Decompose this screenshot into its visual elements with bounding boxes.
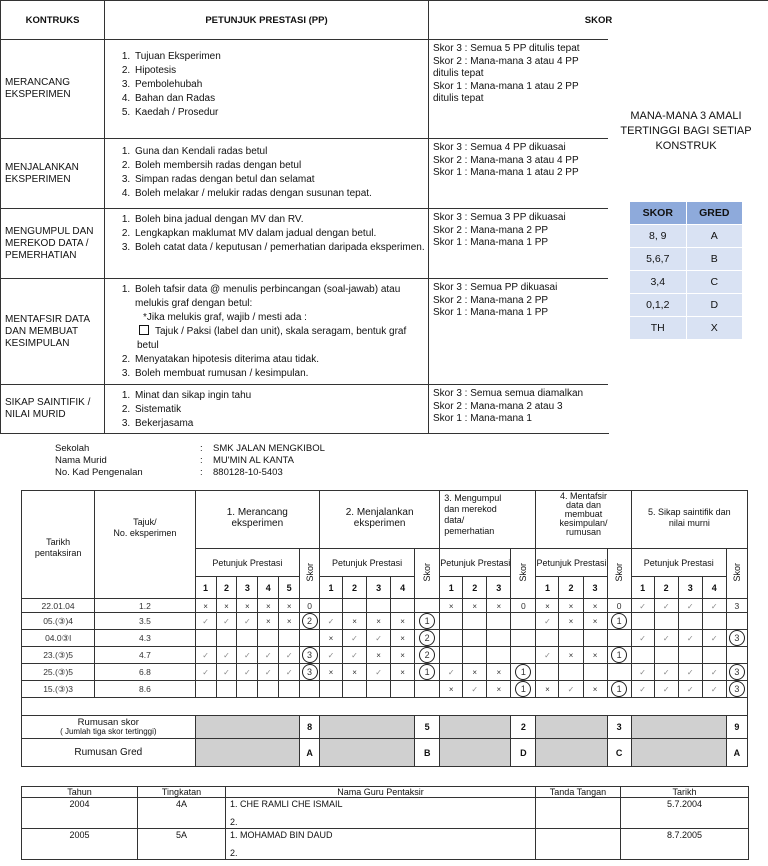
- pp-mark: [583, 630, 607, 647]
- signature-cell: [536, 798, 621, 829]
- gred-skor: 0,1,2: [630, 294, 687, 317]
- pp-mark: [654, 613, 678, 630]
- total-skor: 8: [300, 716, 320, 739]
- gred-skor: TH: [630, 317, 687, 340]
- pp-number: 4: [702, 577, 726, 599]
- tarikh-cell: 25.(③)5: [22, 664, 95, 681]
- pp-number: 5: [279, 577, 300, 599]
- pp-mark: [367, 681, 391, 698]
- tajuk-cell: 3.5: [95, 613, 195, 630]
- tarikh-cell: 15.(③)3: [22, 681, 95, 698]
- pp-mark: ✓: [320, 647, 343, 664]
- total-skor: 9: [726, 716, 747, 739]
- pp-number: 2: [343, 577, 367, 599]
- pp-mark: ✓: [258, 664, 279, 681]
- pp-mark: ×: [583, 613, 607, 630]
- pp-mark: [279, 681, 300, 698]
- skor-value: 1: [607, 681, 631, 698]
- pp-number: 1: [631, 577, 654, 599]
- skor-value: 1: [511, 664, 536, 681]
- pp-mark: [367, 599, 391, 613]
- header-petunjuk: PETUNJUK PRESTASI (PP): [105, 1, 429, 40]
- pp-mark: [440, 613, 463, 630]
- pp-mark: [279, 630, 300, 647]
- assessment-row: [22, 613, 748, 630]
- skor-criteria: Skor 3 : Semua PP dikuasai Skor 2 : Mana-mana 2 PP Skor 1 : Mana-mana 1 PP: [429, 279, 609, 385]
- header-skor: SKOR: [429, 1, 768, 40]
- grade: A: [726, 739, 747, 767]
- gred-skor: 5,6,7: [630, 248, 687, 271]
- pp-mark: [237, 681, 258, 698]
- label-nama: Nama Murid: [55, 455, 107, 466]
- pp-mark: ×: [487, 681, 511, 698]
- pp-mark: [463, 613, 487, 630]
- pp-mark: ×: [367, 647, 391, 664]
- pp-mark: ✓: [678, 630, 702, 647]
- assessment-row: [22, 664, 748, 681]
- pp-number: 3: [237, 577, 258, 599]
- label-ic: No. Kad Pengenalan: [55, 467, 143, 478]
- skor-value: [726, 613, 747, 630]
- pp-mark: [678, 647, 702, 664]
- pp-number: 2: [216, 577, 237, 599]
- skor-value: 1: [415, 613, 440, 630]
- pp-number: 1: [195, 577, 216, 599]
- skor-value: 2: [300, 613, 320, 630]
- pp-mark: [583, 664, 607, 681]
- pp-mark: [559, 664, 583, 681]
- label-sekolah: Sekolah: [55, 443, 90, 454]
- pp-mark: ×: [237, 599, 258, 613]
- pp-mark: ✓: [343, 630, 367, 647]
- rumusan-gred-label: Rumusan Gred: [22, 739, 196, 767]
- pp-number: 3: [678, 577, 702, 599]
- konstruk-label: MENGUMPUL DAN MEREKOD DATA / PEMERHATIAN: [1, 209, 105, 279]
- construct-3-header: 3. Mengumpul dan merekod data/ pemerhatian: [440, 491, 536, 549]
- pp-mark: ×: [258, 613, 279, 630]
- construct-5-header: 5. Sikap saintifik dan nilai murni: [631, 491, 747, 549]
- pp-mark: [487, 647, 511, 664]
- header-tarikh: Tarikh: [621, 787, 749, 798]
- pp-mark: ✓: [237, 613, 258, 630]
- pp-mark: ×: [559, 613, 583, 630]
- pp-mark: ×: [583, 681, 607, 698]
- pp-mark: [440, 647, 463, 664]
- pp-mark: [320, 681, 343, 698]
- teacher-header-row: [22, 787, 749, 798]
- gred-table: [629, 201, 743, 340]
- pp-mark: [195, 681, 216, 698]
- pp-mark: [487, 630, 511, 647]
- skor-criteria: Skor 3 : Semua 5 PP ditulis tepat Skor 2 : Mana-mana 3 atau 4 PP ditulis tepat Skor 1 : Mana-mana 1 atau 2 PP ditulis tepat: [429, 40, 609, 139]
- pp-mark: ×: [536, 599, 559, 613]
- pp-mark: ✓: [654, 664, 678, 681]
- pp-mark: [258, 681, 279, 698]
- construct-1-header: 1. Merancang eksperimen: [195, 491, 319, 549]
- gred-header-skor: SKOR: [630, 202, 687, 225]
- tajuk-cell: 4.7: [95, 647, 195, 664]
- skor-label: Skor: [300, 549, 320, 599]
- gred-skor: 3,4: [630, 271, 687, 294]
- gred-title: MANA-MANA 3 AMALI TERTINGGI BAGI SETIAP KONSTRUK: [620, 110, 752, 152]
- pp-mark: [463, 647, 487, 664]
- pp-mark: [463, 630, 487, 647]
- skor-value: 1: [511, 681, 536, 698]
- skor-label: Skor: [415, 549, 440, 599]
- pp-mark: ✓: [702, 664, 726, 681]
- pp-mark: ×: [343, 613, 367, 630]
- header-tarikh: Tarikh pentaksiran: [22, 491, 95, 599]
- pp-mark: [343, 599, 367, 613]
- pp-mark: [631, 613, 654, 630]
- pp-mark: ×: [463, 664, 487, 681]
- assessment-row: [22, 630, 748, 647]
- tajuk-cell: 8.6: [95, 681, 195, 698]
- skor-value: [511, 613, 536, 630]
- grade: C: [607, 739, 631, 767]
- pp-mark: ✓: [702, 681, 726, 698]
- konstruk-label: MERANCANG EKSPERIMEN: [1, 40, 105, 139]
- tarikh-cell: 04.0③l: [22, 630, 95, 647]
- pp-mark: ×: [440, 681, 463, 698]
- skor-criteria: Skor 3 : Semua 4 PP dikuasai Skor 2 : Mana-mana 3 atau 4 PP Skor 1 : Mana-mana 1 atau 2 PP: [429, 139, 609, 209]
- tarikh-cell: 05.(③)4: [22, 613, 95, 630]
- pp-mark: ✓: [320, 613, 343, 630]
- pp-number: 2: [559, 577, 583, 599]
- checkbox-icon: [139, 325, 149, 335]
- skor-value: [415, 681, 440, 698]
- construct-4-header: 4. Mentafsir data dan membuat kesimpulan/ rumusan: [536, 491, 631, 549]
- pp-mark: [216, 630, 237, 647]
- teacher-row: 2004 4A 1. CHE RAMLI CHE ISMAIL 5.7.2004: [22, 798, 749, 814]
- pp-mark: ✓: [631, 664, 654, 681]
- pp-mark: [631, 647, 654, 664]
- value-sekolah: SMK JALAN MENGKIBOL: [213, 443, 325, 454]
- pp-mark: [391, 599, 415, 613]
- pp-number: 2: [463, 577, 487, 599]
- rumusan-skor-label: Rumusan skor ( Jumlah tiga skor tertinggi): [22, 716, 196, 739]
- pp-mark: ×: [559, 599, 583, 613]
- skor-value: [607, 664, 631, 681]
- rumusan-skor-row: [22, 716, 748, 739]
- pp-mark: [559, 630, 583, 647]
- skor-label: Skor: [511, 549, 536, 599]
- skor-value: 3: [726, 681, 747, 698]
- pp-list: 1. Guna dan Kendali radas betul 2. Boleh membersih radas dengan betul 3. Simpan radas dengan betul dan selamat 4. Boleh melakar / melukir radas dengan susunan tepat.: [105, 139, 429, 209]
- skor-value: 1: [415, 664, 440, 681]
- total-skor: 5: [415, 716, 440, 739]
- total-skor: 3: [607, 716, 631, 739]
- pp-mark: [195, 630, 216, 647]
- pp-mark: ✓: [195, 613, 216, 630]
- pp-mark: ×: [391, 664, 415, 681]
- gred-value: C: [686, 271, 743, 294]
- pp-mark: ✓: [678, 681, 702, 698]
- pp-number: 2: [654, 577, 678, 599]
- pp-list: 1. Boleh bina jadual dengan MV dan RV. 2. Lengkapkan maklumat MV dalam jadual dengan betul. 3. Boleh catat data / keputusan / pemerhatian daripada eksperimen.: [105, 209, 429, 279]
- pp-mark: [654, 647, 678, 664]
- pp-mark: ×: [320, 664, 343, 681]
- skor-value: 3: [300, 647, 320, 664]
- skor-value: [511, 647, 536, 664]
- skor-value: 0: [300, 599, 320, 613]
- header-tahun: Tahun: [22, 787, 138, 798]
- petunjuk-label: Petunjuk Prestasi: [440, 549, 511, 577]
- skor-value: 1: [607, 613, 631, 630]
- pp-mark: ×: [440, 599, 463, 613]
- pp-number: 4: [391, 577, 415, 599]
- skor-value: 2: [415, 647, 440, 664]
- grade: B: [415, 739, 440, 767]
- skor-label: Skor: [726, 549, 747, 599]
- skor-value: 3: [300, 664, 320, 681]
- skor-value: [300, 630, 320, 647]
- pp-mark: [391, 681, 415, 698]
- pp-number: 4: [258, 577, 279, 599]
- pp-mark: [702, 613, 726, 630]
- grade: D: [511, 739, 536, 767]
- pp-mark: [536, 664, 559, 681]
- pp-mark: ✓: [631, 630, 654, 647]
- pp-list: 1. Tujuan Eksperimen 2. Hipotesis 3. Pembolehubah 4. Bahan dan Radas 5. Kaedah / Prosedur: [105, 40, 429, 139]
- teacher-row: 2005 5A 1. MOHAMAD BIN DAUD 8.7.2005: [22, 829, 749, 845]
- header-tajuk: Tajuk/ No. eksperimen: [95, 491, 195, 599]
- skor-value: 2: [415, 630, 440, 647]
- construct-2-header: 2. Menjalankan eksperimen: [320, 491, 440, 549]
- pp-mark: ✓: [216, 613, 237, 630]
- pp-mark: ✓: [631, 599, 654, 613]
- rubric-header-row: [1, 1, 768, 40]
- pp-mark: ✓: [654, 681, 678, 698]
- gred-value: A: [686, 225, 743, 248]
- pp-mark: [343, 681, 367, 698]
- grade: A: [300, 739, 320, 767]
- pp-mark: ✓: [216, 664, 237, 681]
- pp-mark: ✓: [559, 681, 583, 698]
- header-tanda-tangan: Tanda Tangan: [536, 787, 621, 798]
- blank-row: [22, 698, 748, 716]
- gred-skor: 8, 9: [630, 225, 687, 248]
- petunjuk-label: Petunjuk Prestasi: [536, 549, 607, 577]
- header-konstruk: KONTRUKS: [1, 1, 105, 40]
- gred-value: B: [686, 248, 743, 271]
- pp-mark: ×: [487, 664, 511, 681]
- skor-value: [300, 681, 320, 698]
- pp-mark: ×: [320, 630, 343, 647]
- pp-number: 3: [583, 577, 607, 599]
- pp-mark: [487, 613, 511, 630]
- pp-mark: ✓: [343, 647, 367, 664]
- pp-mark: ×: [559, 647, 583, 664]
- pp-list: 1. Minat dan sikap ingin tahu 2. Sistematik 3. Bekerjasama: [105, 385, 429, 434]
- pp-mark: ×: [536, 681, 559, 698]
- value-ic: 880128-10-5403: [213, 467, 283, 478]
- assess-header-row: [22, 491, 748, 549]
- pp-number: 3: [487, 577, 511, 599]
- pp-mark: [320, 599, 343, 613]
- pp-mark: ✓: [536, 613, 559, 630]
- konstruk-label: MENTAFSIR DATA DAN MEMBUAT KESIMPULAN: [1, 279, 105, 385]
- pp-mark: [702, 647, 726, 664]
- pp-mark: ×: [583, 599, 607, 613]
- pp-mark: [216, 681, 237, 698]
- pp-number: 3: [367, 577, 391, 599]
- pp-mark: ✓: [279, 647, 300, 664]
- pp-list: 1. Boleh tafsir data @ menulis perbincangan (soal-jawab) atau melukis graf dengan betul: *Jika melukis graf, wajib / mesti ada : Tajuk / Paksi (label dan unit), skala seragam, bentuk graf betul 2. Menyatakan hipotesis diterima atau tidak. 3. Boleh membuat rumusan / kesimpulan.: [105, 279, 429, 385]
- pp-number: 1: [320, 577, 343, 599]
- pp-mark: ✓: [237, 664, 258, 681]
- pp-number: 1: [440, 577, 463, 599]
- pp-mark: ×: [279, 599, 300, 613]
- pp-mark: ✓: [463, 681, 487, 698]
- pp-mark: ×: [463, 599, 487, 613]
- tajuk-cell: 4.3: [95, 630, 195, 647]
- petunjuk-label: Petunjuk Prestasi: [320, 549, 415, 577]
- skor-value: 1: [607, 647, 631, 664]
- pp-mark: ✓: [702, 630, 726, 647]
- pp-mark: ✓: [440, 664, 463, 681]
- petunjuk-label: Petunjuk Prestasi: [195, 549, 300, 577]
- pp-mark: ×: [216, 599, 237, 613]
- skor-value: 3: [726, 599, 747, 613]
- pp-mark: [237, 630, 258, 647]
- pp-mark: [440, 630, 463, 647]
- tajuk-cell: 6.8: [95, 664, 195, 681]
- pp-mark: ×: [195, 599, 216, 613]
- total-skor: 2: [511, 716, 536, 739]
- petunjuk-label: Petunjuk Prestasi: [631, 549, 726, 577]
- skor-value: 0: [511, 599, 536, 613]
- pp-mark: ×: [279, 613, 300, 630]
- header-tingkatan: Tingkatan: [138, 787, 226, 798]
- pp-mark: ✓: [216, 647, 237, 664]
- pp-mark: ✓: [367, 664, 391, 681]
- gred-value: D: [686, 294, 743, 317]
- pp-mark: ×: [487, 599, 511, 613]
- gred-panel: [608, 39, 768, 433]
- skor-value: 0: [607, 599, 631, 613]
- teacher-table: Tahun Tingkatan Nama Guru Pentaksir Tanda Tangan Tarikh 2004 4A 1. CHE RAMLI CHE ISMAIL 5.7.2004 2. 2005 5A 1. MOHAMAD BIN DAUD 8.7.2005 2.: [21, 786, 749, 860]
- header-guru: Nama Guru Pentaksir: [226, 787, 536, 798]
- pp-mark: ×: [391, 613, 415, 630]
- value-nama: MU'MIN AL KANTA: [213, 455, 294, 466]
- skor-value: 3: [726, 664, 747, 681]
- assessment-row: [22, 647, 748, 664]
- pp-mark: ✓: [678, 599, 702, 613]
- pp-mark: ✓: [237, 647, 258, 664]
- assessment-table: [21, 490, 748, 767]
- pp-number: 1: [536, 577, 559, 599]
- assessment-row: [22, 681, 748, 698]
- skor-value: [726, 647, 747, 664]
- skor-label: Skor: [607, 549, 631, 599]
- pp-mark: ✓: [258, 647, 279, 664]
- pp-mark: [678, 613, 702, 630]
- konstruk-label: SIKAP SAINTIFIK / NILAI MURID: [1, 385, 105, 434]
- skor-criteria: Skor 3 : Semua 3 PP dikuasai Skor 2 : Mana-mana 2 PP Skor 1 : Mana-mana 1 PP: [429, 209, 609, 279]
- konstruk-label: MENJALANKAN EKSPERIMEN: [1, 139, 105, 209]
- pp-mark: ✓: [279, 664, 300, 681]
- pp-mark: ✓: [654, 630, 678, 647]
- rumusan-gred-row: [22, 739, 748, 767]
- pp-mark: ✓: [195, 664, 216, 681]
- pp-mark: ×: [391, 630, 415, 647]
- skor-value: 3: [726, 630, 747, 647]
- pp-mark: ×: [391, 647, 415, 664]
- pp-mark: ×: [258, 599, 279, 613]
- tarikh-cell: 22.01.04: [22, 599, 95, 613]
- pp-mark: ✓: [678, 664, 702, 681]
- pp-mark: ✓: [631, 681, 654, 698]
- gred-value: X: [686, 317, 743, 340]
- pp-mark: ×: [583, 647, 607, 664]
- skor-value: [607, 630, 631, 647]
- pp-mark: ×: [343, 664, 367, 681]
- pp-mark: ✓: [367, 630, 391, 647]
- pp-mark: ✓: [195, 647, 216, 664]
- pp-mark: ✓: [654, 599, 678, 613]
- pp-mark: ✓: [702, 599, 726, 613]
- pp-mark: [536, 630, 559, 647]
- pp-mark: ×: [367, 613, 391, 630]
- tarikh-cell: 23.(③)5: [22, 647, 95, 664]
- skor-value: [415, 599, 440, 613]
- skor-criteria: Skor 3 : Semua semua diamalkan Skor 2 : Mana-mana 2 atau 3 Skor 1 : Mana-mana 1: [429, 385, 609, 434]
- pp-mark: [258, 630, 279, 647]
- signature-cell: [536, 829, 621, 860]
- assessment-row: [22, 599, 748, 613]
- gred-header-gred: GRED: [686, 202, 743, 225]
- pp-mark: ✓: [536, 647, 559, 664]
- tajuk-cell: 1.2: [95, 599, 195, 613]
- skor-value: [511, 630, 536, 647]
